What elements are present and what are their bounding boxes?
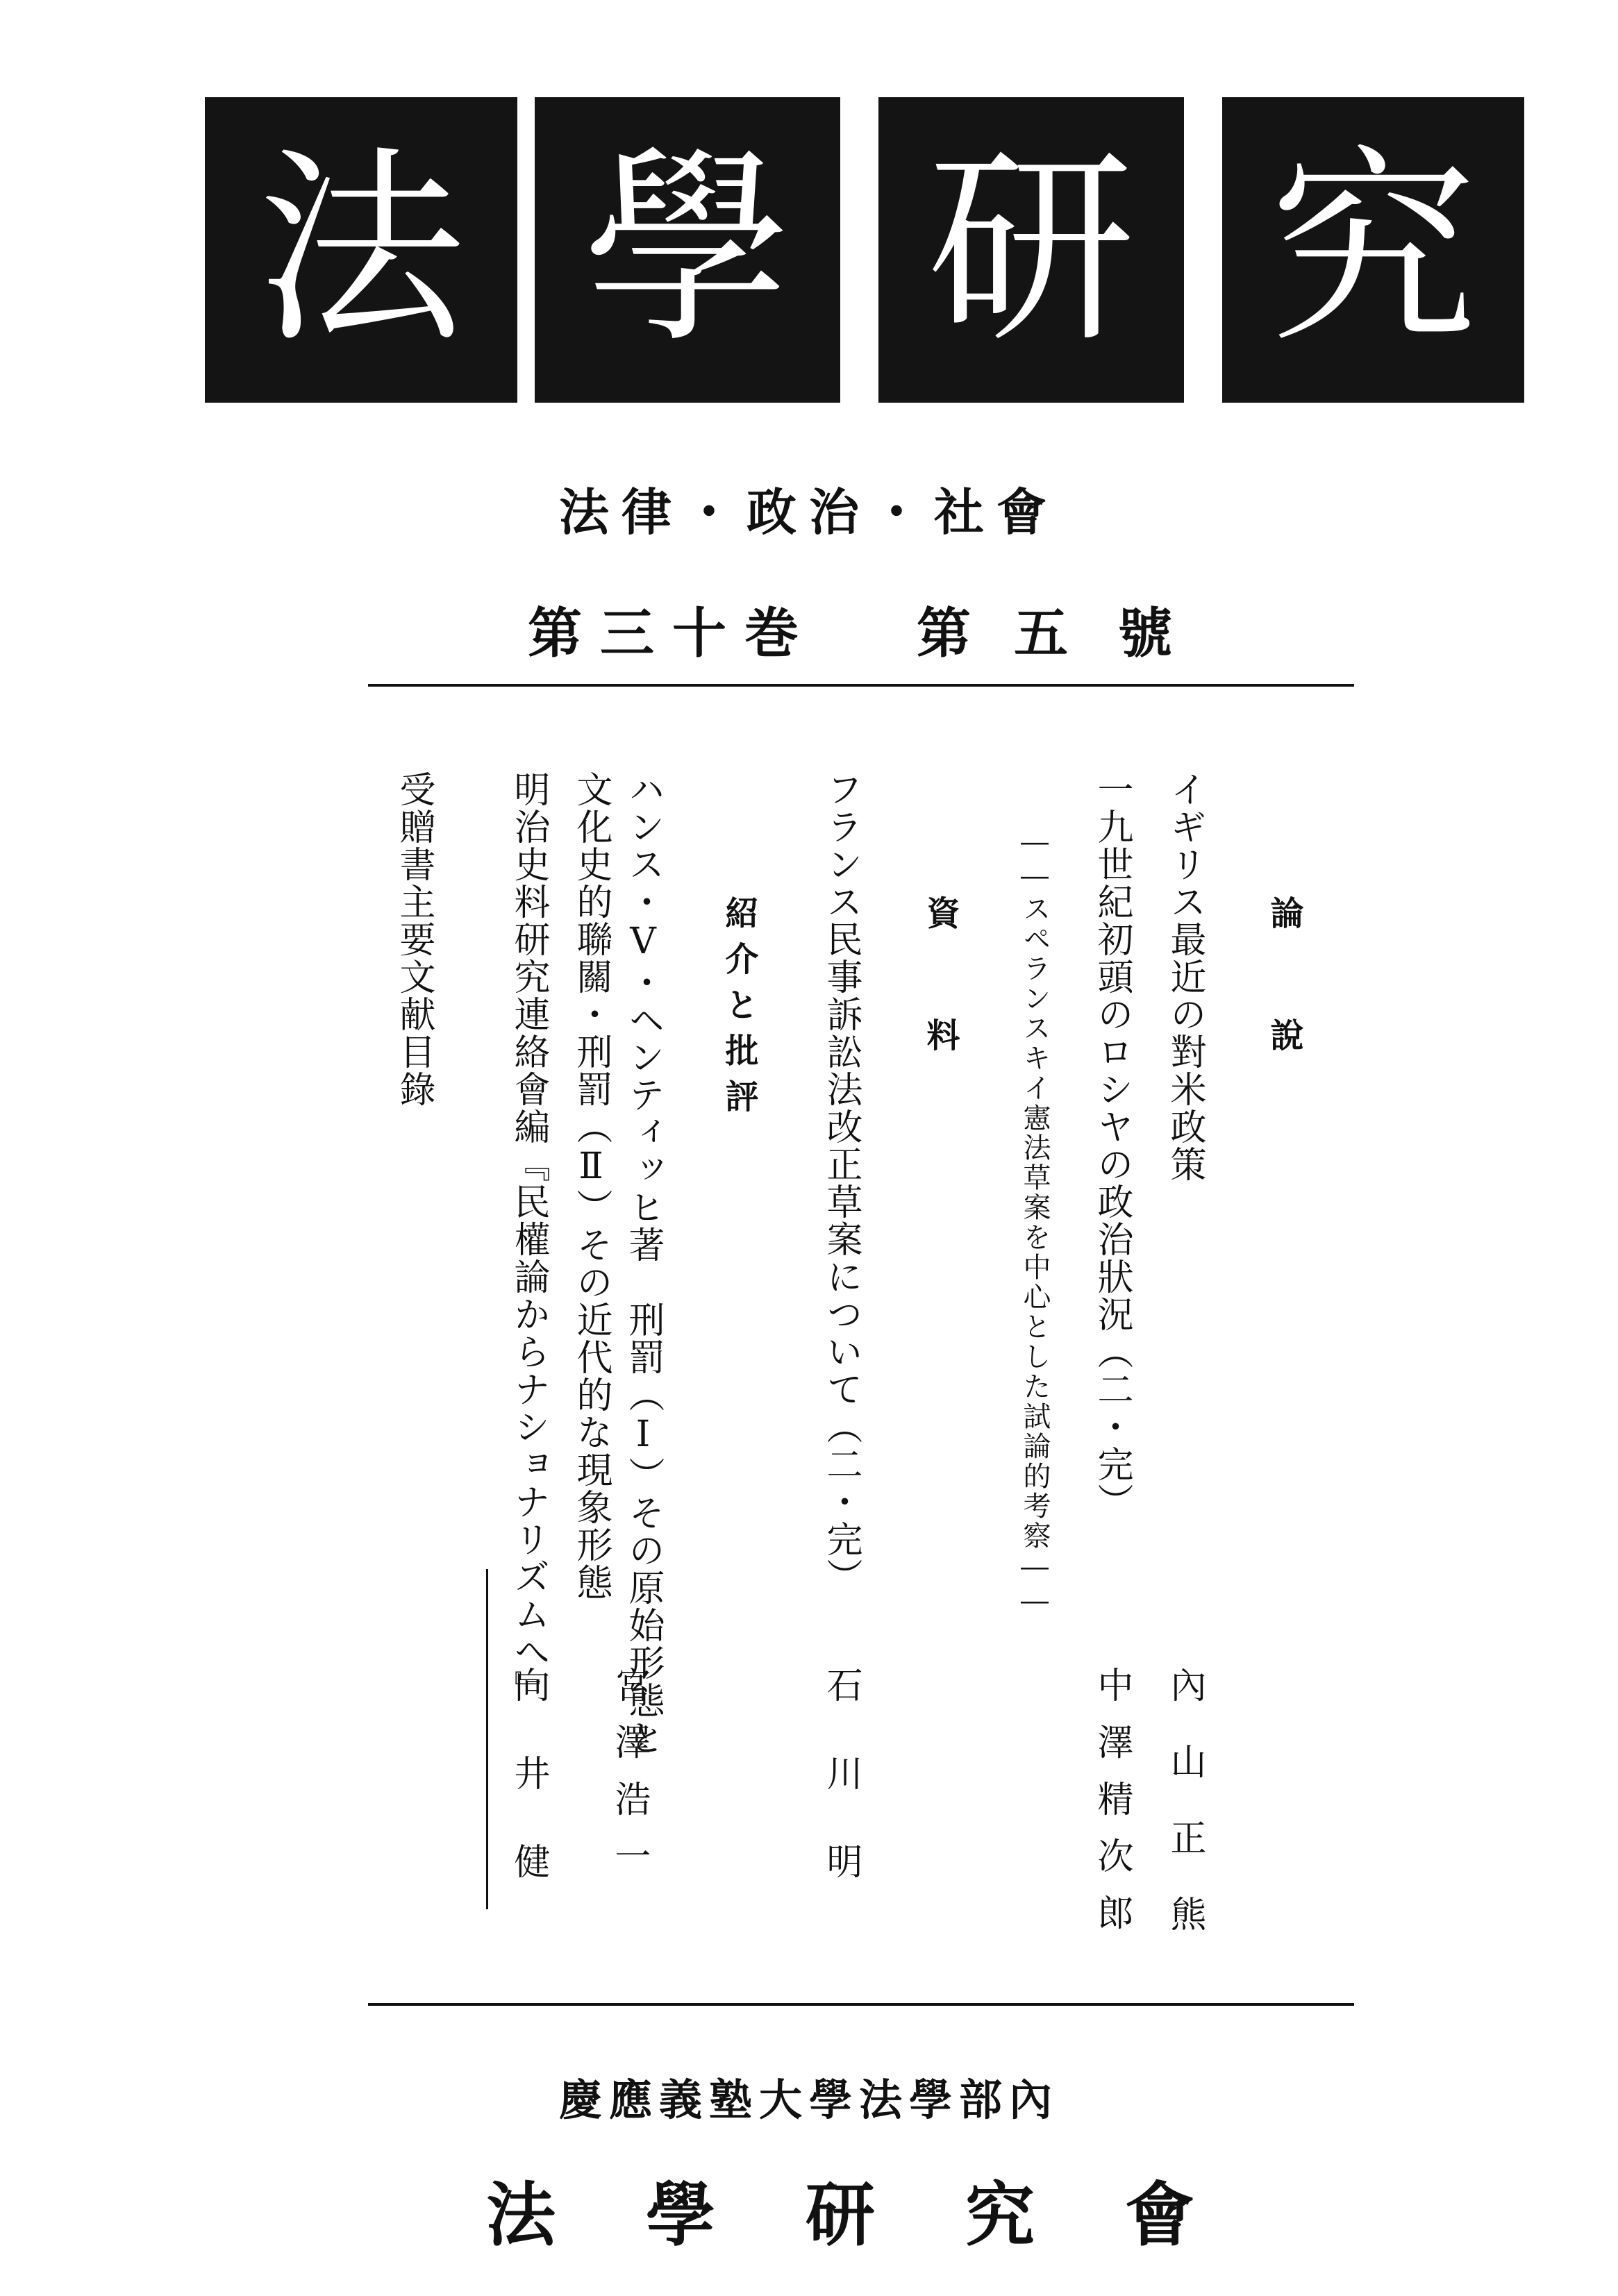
article-title-line2: 文化史的聯關・刑罰（Ⅱ）その近代的な現象形態 [570,771,612,1601]
article-title: 一九世紀初頭のロシヤの政治狀況（二・完） [1091,771,1133,1520]
section-heading-ronsetsu: 論 說 [1265,896,1303,1079]
masthead-box [535,97,840,403]
top-rule [368,684,1354,687]
article-author: 向井健 [508,1666,549,1931]
society-name [486,2159,1250,2256]
society-char: 研 [806,2175,875,2256]
article-author: 宮澤浩一 [608,1666,650,1894]
volume-label: 第三十巻 [528,603,817,665]
masthead [205,97,1524,403]
society-char: 法 [486,2175,556,2256]
masthead-box [1222,97,1524,403]
masthead-box [205,97,517,403]
article-title: ハンス・V・ヘンティッヒ著 刑罰（Ⅰ）その原始形態と [622,771,664,1757]
vertical-rule [486,1569,488,1909]
article-author: 石川明 [820,1666,862,1931]
number-value: 五 [1014,603,1069,665]
society-char: 究 [965,2175,1035,2256]
section-heading-shokai: 紹介と批評 [719,896,758,1125]
article-title: イギリス最近の對米政策 [1164,771,1206,1183]
article-subtitle: ――スペランスキイ憲法草案を中心とした試論的考察―― [1019,826,1051,1619]
article-author: 中澤精次郎 [1091,1666,1133,1951]
article-title: 明治史料研究連絡會編『民權論からナショナリズムへ』 [508,771,549,1708]
journal-subtitle: 法律・政治・社會 [558,483,1059,542]
masthead-char: 學 [583,128,792,371]
masthead-char: 研 [927,128,1135,371]
section-heading-shiryo: 資 料 [921,896,960,1079]
article-title: 受贈書主要文献目錄 [393,771,435,1108]
masthead-box [878,97,1184,403]
number-label: 第 [917,603,971,665]
masthead-char: 法 [257,128,465,371]
article-title: フランス民事訴訟法改正草案について（二・完） [820,771,862,1595]
article-author: 內山正熊 [1164,1666,1206,1972]
number-suffix: 號 [1118,603,1173,665]
publisher: 慶應義塾大學法學部內 [558,2075,1059,2125]
volume-line [528,590,1222,665]
masthead-char: 究 [1269,128,1478,371]
society-char: 會 [1125,2175,1194,2256]
society-char: 學 [646,2175,715,2256]
bottom-rule [368,2003,1354,2006]
